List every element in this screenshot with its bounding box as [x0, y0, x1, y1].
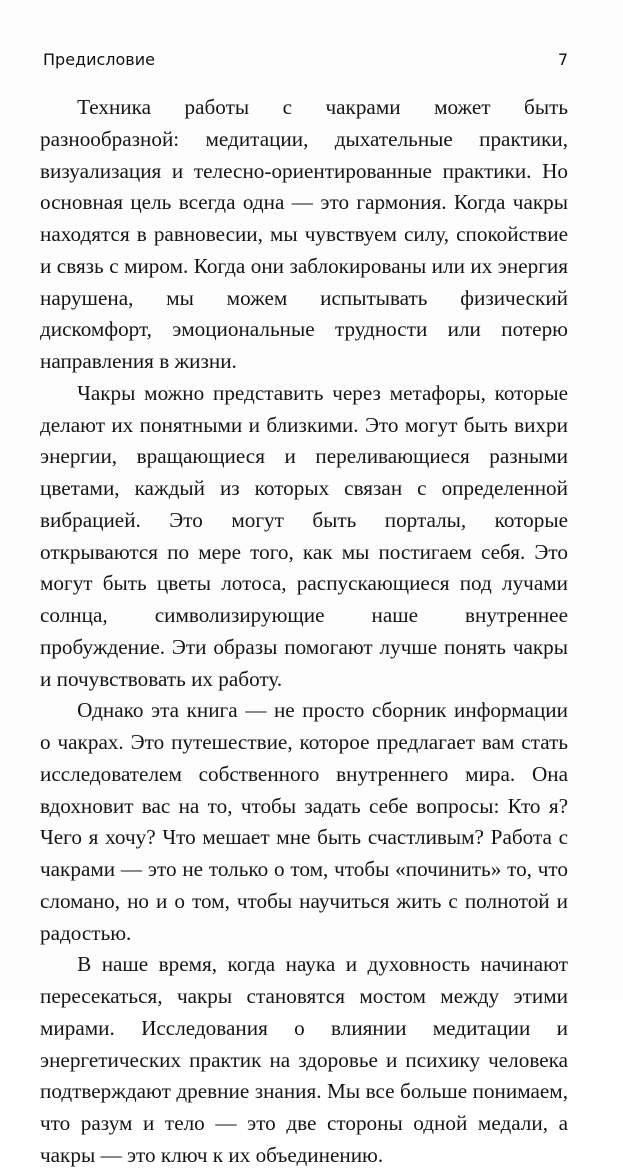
body-text [40, 92, 568, 1172]
paragraph: В наше время, когда наука и духовность начинают пересекаться, чакры становятся мостом между этими мирами. Исследования о влиянии медитации и энергетических практик на здоровье и психику человека подтверждают древние знания. Мы все больше понимаем, что разум и тело — это две стороны одной медали, а чакры — это ключ к их объединению. [40, 952, 568, 1167]
section-title: Предисловие [43, 50, 155, 69]
paragraph: Однако эта книга — не просто сборник информации о чакрах. Это путешествие, которое предлагает вам стать исследователем собственного внутреннего мира. Она вдохновит вас на то, чтобы задать себе вопросы: Кто я? Чего я хочу? Что мешает мне быть счастливым? Работа с чакрами — это не только о том, чтобы «починить» то, что сломано, но и о том, чтобы научиться жить с полнотой и радостью. [40, 698, 568, 945]
paragraph: Техника работы с чакрами может быть разнообразной: медитации, дыхательные практики, визуализация и телесно-ориентированные практики. Но основная цель всегда одна — это гармония. Когда чакры находятся в равновесии, мы чувствуем силу, спокойствие и связь с миром. Когда они заблокированы или их энергия нарушена, мы можем испытывать физический дискомфорт, эмоциональные трудности или потерю направления в жизни. [40, 95, 568, 373]
page-number: 7 [557, 50, 568, 69]
paragraph: Чакры можно представить через метафоры, которые делают их понятными и близкими. Это могут быть вихри энергии, вращающиеся и переливающиеся разными цветами, каждый из которых связан с определенной вибрацией. Это могут быть порталы, которые открываются по мере того, как мы постигаем себя. Это могут быть цветы лотоса, распускающиеся под лучами солнца, символизирующие наше внутреннее пробуждение. Эти образы помогают лучше понять чакры и почувствовать их работу. [40, 380, 568, 691]
running-header [43, 50, 568, 76]
